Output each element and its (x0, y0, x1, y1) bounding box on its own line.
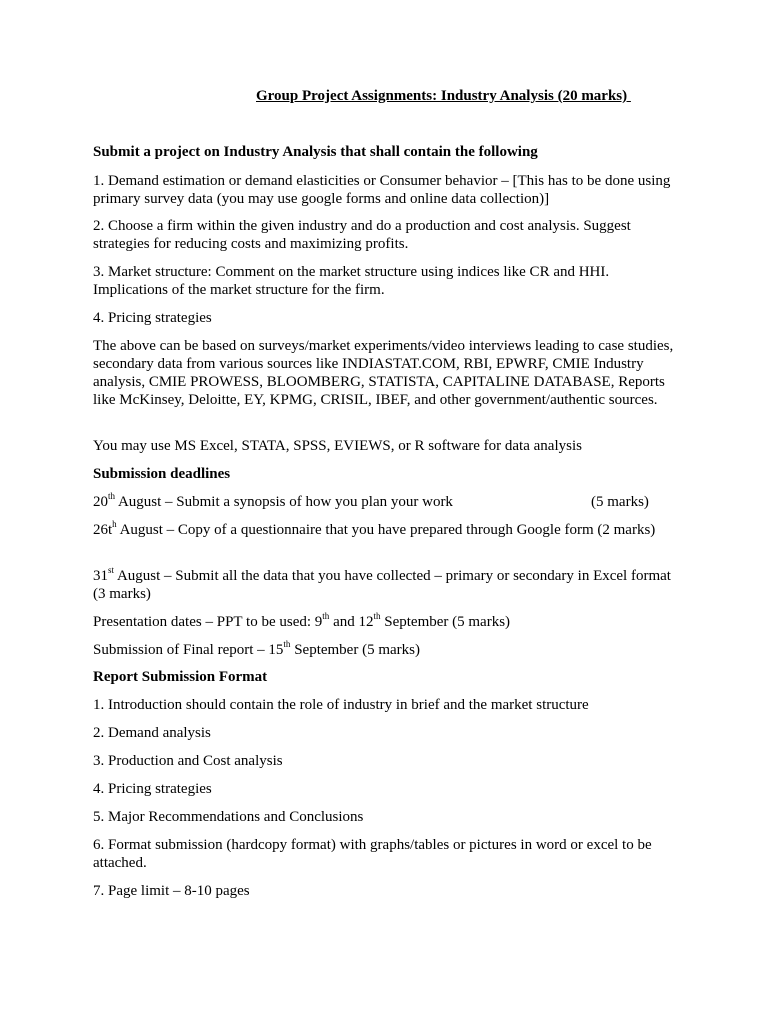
format-item: 1. Introduction should contain the role of industry in brief and the market structure (93, 697, 589, 713)
sources-paragraph: The above can be based on surveys/market experiments/video interviews leading to case studies, secondary data from various sources like INDIASTAT.COM, RBI, EPWRF, CMIE Industry analysis, CMIE PROWESS, BLOOMBERG, STATISTA, CAPITALINE DATABASE, Reports like McKinsey, Deloitte, EY, KPMG, CRISIL, IBEF, and other government/authentic sources. (93, 338, 674, 408)
task-item: 1. Demand estimation or demand elasticities or Consumer behavior – [This has to be done using primary survey data (you may use google forms and online data collection)] (93, 173, 671, 207)
deadline-presentation: Presentation dates – PPT to be used: 9th and 12th September (5 marks) (93, 611, 511, 630)
format-item: 3. Production and Cost analysis (93, 753, 283, 769)
format-heading: Report Submission Format (93, 669, 268, 685)
format-item: 4. Pricing strategies (93, 781, 212, 797)
task-item: 3. Market structure: Comment on the market structure using indices like CR and HHI. Implications of the market structure for the firm. (93, 264, 610, 298)
format-item: 7. Page limit – 8-10 pages (93, 883, 250, 899)
deadline-synopsis-marks: (5 marks) (591, 494, 649, 510)
task-item: 2. Choose a firm within the given industry and do a production and cost analysis. Suggest strategies for reducing costs and maximizing profits. (93, 218, 631, 252)
task-item: 4. Pricing strategies (93, 310, 212, 326)
format-item: 6. Format submission (hardcopy format) with graphs/tables or pictures in word or excel to be attached. (93, 837, 652, 871)
software-note: You may use MS Excel, STATA, SPSS, EVIEWS, or R software for data analysis (93, 438, 582, 454)
deadline-final-report: Submission of Final report – 15th September (5 marks) (93, 639, 420, 658)
intro-heading: Submit a project on Industry Analysis that shall contain the following (93, 144, 538, 160)
deadline-synopsis: 20th August – Submit a synopsis of how you plan your work (5 marks) (93, 491, 649, 510)
format-item: 5. Major Recommendations and Conclusions (93, 809, 364, 825)
deadlines-heading: Submission deadlines (93, 466, 231, 482)
format-item: 2. Demand analysis (93, 725, 211, 741)
document-title: Group Project Assignments: Industry Analysis (20 marks) (256, 88, 631, 104)
deadline-questionnaire: $26t^h$ August – Copy of a questionnaire that you have prepared through Google form (2 marks) (93, 519, 656, 538)
deadline-data: 31st August – Submit all the data that you have collected – primary or secondary in Excel format (3 marks) (93, 565, 671, 602)
